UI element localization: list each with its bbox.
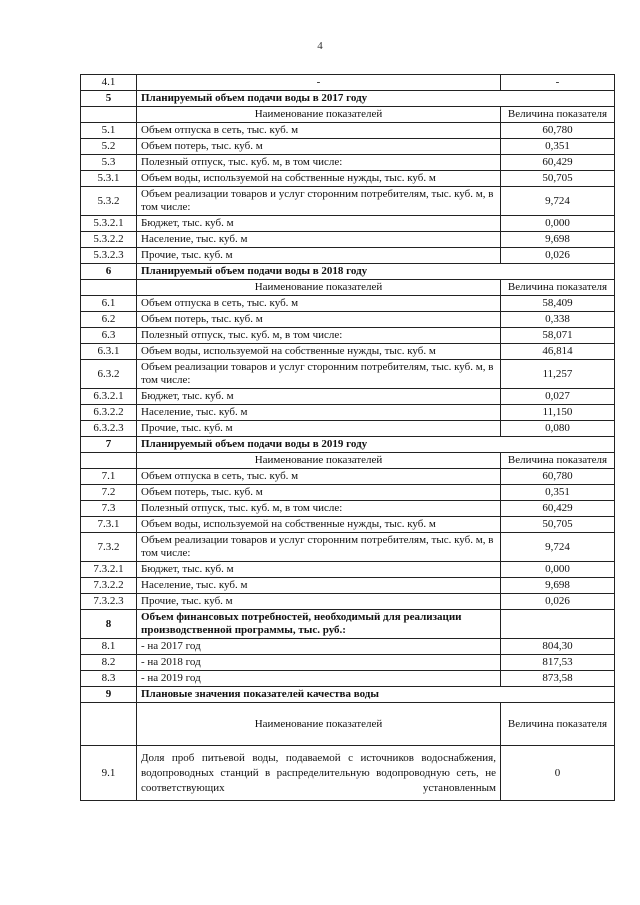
row-number: 6.3: [81, 328, 137, 344]
row-label: Объем воды, используемой на собственные нужды, тыс. куб. м: [137, 171, 501, 187]
row-number: 7.3.2.2: [81, 578, 137, 594]
row-number: 7.3.2: [81, 533, 137, 562]
section-row: [81, 437, 615, 453]
row-number: 4.1: [81, 75, 137, 91]
column-header-row: [81, 280, 615, 296]
column-header-name: Наименование показателей: [137, 453, 501, 469]
column-header-name: Наименование показателей: [137, 703, 501, 746]
table-row: [81, 155, 615, 171]
row-number: 5.3.2.1: [81, 216, 137, 232]
row-number: 8.2: [81, 655, 137, 671]
table-row: [81, 746, 615, 801]
column-header-row: [81, 453, 615, 469]
row-number: 9.1: [81, 746, 137, 801]
table-row: [81, 578, 615, 594]
table-row: [81, 671, 615, 687]
table-row: [81, 485, 615, 501]
table-row: [81, 469, 615, 485]
table-row: [81, 171, 615, 187]
row-value: 0,026: [501, 594, 615, 610]
section-row: [81, 264, 615, 280]
column-header-row: [81, 107, 615, 123]
row-label: Объем воды, используемой на собственные нужды, тыс. куб. м: [137, 344, 501, 360]
table-row: [81, 232, 615, 248]
table-row: [81, 389, 615, 405]
row-label: - на 2018 год: [137, 655, 501, 671]
row-value: 0,026: [501, 248, 615, 264]
section-number: 9: [81, 687, 137, 703]
row-value: 11,257: [501, 360, 615, 389]
column-header-value: Величина показателя: [501, 703, 615, 746]
row-value: 9,724: [501, 533, 615, 562]
column-header-name: Наименование показателей: [137, 107, 501, 123]
row-label: Объем реализации товаров и услуг сторонним потребителям, тыс. куб. м, в том числе:: [137, 187, 501, 216]
row-label: - на 2019 год: [137, 671, 501, 687]
table-row: [81, 344, 615, 360]
row-value: 11,150: [501, 405, 615, 421]
row-number: 7.1: [81, 469, 137, 485]
row-value: 9,724: [501, 187, 615, 216]
row-label: Полезный отпуск, тыс. куб. м, в том числе:: [137, 328, 501, 344]
row-label: Бюджет, тыс. куб. м: [137, 389, 501, 405]
column-header-name: Наименование показателей: [137, 280, 501, 296]
row-label: Объем отпуска в сеть, тыс. куб. м: [137, 296, 501, 312]
row-value: 50,705: [501, 171, 615, 187]
table-row: [81, 533, 615, 562]
row-value: 60,429: [501, 501, 615, 517]
row-value: 817,53: [501, 655, 615, 671]
row-value: 60,429: [501, 155, 615, 171]
row-value: 0,338: [501, 312, 615, 328]
row-label: Доля проб питьевой воды, подаваемой с источников водоснабжения, водопроводных станций в распределительную водопроводную сеть, не соответствующих установленным: [137, 746, 501, 801]
row-value: 58,071: [501, 328, 615, 344]
table-row: [81, 123, 615, 139]
row-number: 5.3.2.3: [81, 248, 137, 264]
row-value: 0,351: [501, 485, 615, 501]
row-value: 0,000: [501, 216, 615, 232]
table-row: [81, 405, 615, 421]
row-label: Полезный отпуск, тыс. куб. м, в том числе:: [137, 155, 501, 171]
row-value: 9,698: [501, 232, 615, 248]
row-value: 60,780: [501, 469, 615, 485]
row-number: 8.1: [81, 639, 137, 655]
section-title: Планируемый объем подачи воды в 2019 году: [137, 437, 615, 453]
row-number: 7.3.2.1: [81, 562, 137, 578]
row-label: Объем воды, используемой на собственные нужды, тыс. куб. м: [137, 517, 501, 533]
row-label: Объем потерь, тыс. куб. м: [137, 312, 501, 328]
row-number: 7.3.2.3: [81, 594, 137, 610]
table-row: [81, 139, 615, 155]
table-row: [81, 248, 615, 264]
section-number: 7: [81, 437, 137, 453]
table-row: [81, 562, 615, 578]
row-label: Население, тыс. куб. м: [137, 405, 501, 421]
row-number: 7.2: [81, 485, 137, 501]
section-number: 6: [81, 264, 137, 280]
table-row: [81, 312, 615, 328]
row-number: 6.3.2: [81, 360, 137, 389]
row-number: 7.3: [81, 501, 137, 517]
row-label: Полезный отпуск, тыс. куб. м, в том числе:: [137, 501, 501, 517]
section-title: Планируемый объем подачи воды в 2018 году: [137, 264, 615, 280]
row-label: Прочие, тыс. куб. м: [137, 421, 501, 437]
table-row: [81, 75, 615, 91]
header-blank-cell: [81, 703, 137, 746]
row-number: 6.3.2.2: [81, 405, 137, 421]
table-row: [81, 639, 615, 655]
row-value: 0,080: [501, 421, 615, 437]
column-header-value: Величина показателя: [501, 453, 615, 469]
row-number: 8.3: [81, 671, 137, 687]
column-header-row: [81, 703, 615, 746]
table-row: [81, 216, 615, 232]
table-row: [81, 328, 615, 344]
section-number: 8: [81, 610, 137, 639]
row-label: Объем потерь, тыс. куб. м: [137, 485, 501, 501]
table-row: [81, 421, 615, 437]
row-value: 0,351: [501, 139, 615, 155]
row-value: 46,814: [501, 344, 615, 360]
table-row: [81, 655, 615, 671]
row-number: 5.1: [81, 123, 137, 139]
row-number: 7.3.1: [81, 517, 137, 533]
row-label: Прочие, тыс. куб. м: [137, 594, 501, 610]
row-number: 5.2: [81, 139, 137, 155]
header-blank-cell: [81, 107, 137, 123]
row-label: Объем реализации товаров и услуг сторонним потребителям, тыс. куб. м, в том числе:: [137, 360, 501, 389]
row-value: 0,000: [501, 562, 615, 578]
row-label: Объем потерь, тыс. куб. м: [137, 139, 501, 155]
row-number: 6.3.2.1: [81, 389, 137, 405]
column-header-value: Величина показателя: [501, 280, 615, 296]
header-blank-cell: [81, 453, 137, 469]
table-row: [81, 517, 615, 533]
section-row: [81, 610, 615, 639]
section-row: [81, 687, 615, 703]
page-number: 4: [317, 40, 323, 52]
row-number: 6.3.1: [81, 344, 137, 360]
row-number: 6.2: [81, 312, 137, 328]
row-value: -: [501, 75, 615, 91]
row-number: 5.3.2: [81, 187, 137, 216]
row-number: 5.3.2.2: [81, 232, 137, 248]
section-title: Плановые значения показателей качества воды: [137, 687, 615, 703]
row-number: 6.3.2.3: [81, 421, 137, 437]
table-row: [81, 360, 615, 389]
row-value: 9,698: [501, 578, 615, 594]
section-number: 5: [81, 91, 137, 107]
table-row: [81, 187, 615, 216]
row-label: Объем отпуска в сеть, тыс. куб. м: [137, 123, 501, 139]
row-value: 60,780: [501, 123, 615, 139]
row-number: 5.3.1: [81, 171, 137, 187]
row-value: 0,027: [501, 389, 615, 405]
row-label: Объем отпуска в сеть, тыс. куб. м: [137, 469, 501, 485]
row-value: 58,409: [501, 296, 615, 312]
row-label: Прочие, тыс. куб. м: [137, 248, 501, 264]
table-row: [81, 501, 615, 517]
row-label: Бюджет, тыс. куб. м: [137, 562, 501, 578]
table-row: [81, 296, 615, 312]
row-label: -: [137, 75, 501, 91]
column-header-value: Величина показателя: [501, 107, 615, 123]
row-number: 6.1: [81, 296, 137, 312]
row-value: 873,58: [501, 671, 615, 687]
row-value: 50,705: [501, 517, 615, 533]
table-row: [81, 594, 615, 610]
header-blank-cell: [81, 280, 137, 296]
row-label: Объем реализации товаров и услуг сторонним потребителям, тыс. куб. м, в том числе:: [137, 533, 501, 562]
row-label: Бюджет, тыс. куб. м: [137, 216, 501, 232]
section-title: Планируемый объем подачи воды в 2017 году: [137, 91, 615, 107]
row-value: [501, 610, 615, 639]
program-table: [80, 74, 615, 801]
row-value: 804,30: [501, 639, 615, 655]
row-value: 0: [501, 746, 615, 801]
section-title: Объем финансовых потребностей, необходимый для реализации производственной программы, тыс. руб.:: [137, 610, 501, 639]
section-row: [81, 91, 615, 107]
row-number: 5.3: [81, 155, 137, 171]
row-label: Население, тыс. куб. м: [137, 232, 501, 248]
row-label: Население, тыс. куб. м: [137, 578, 501, 594]
row-label: - на 2017 год: [137, 639, 501, 655]
